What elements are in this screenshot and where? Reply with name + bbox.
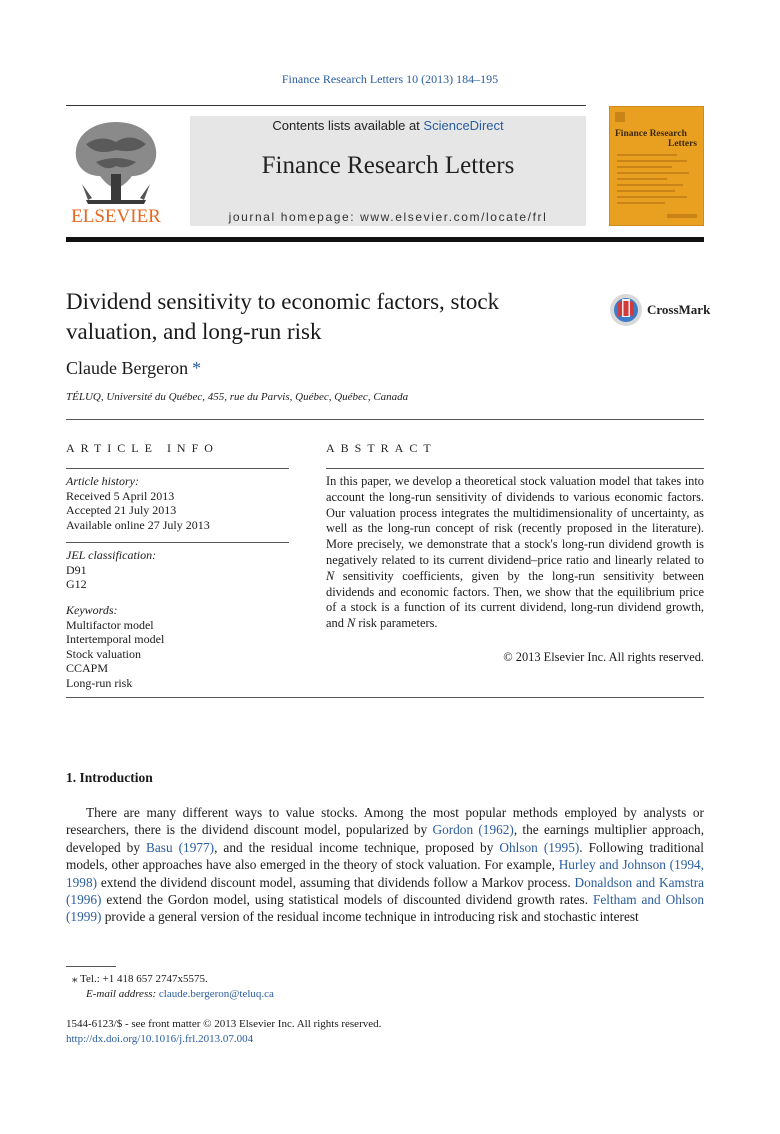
- jel-code: G12: [66, 577, 87, 591]
- abstract-text: [326, 474, 704, 632]
- citation-link[interactable]: Gordon (1962): [432, 822, 514, 838]
- cover-title-line1: Finance Research: [615, 129, 687, 139]
- footnote-email: [86, 988, 274, 1000]
- crossmark-label: CrossMark: [647, 302, 711, 317]
- header-thick-rule: [66, 237, 704, 242]
- article-history: [66, 474, 210, 532]
- jel-classification: [66, 548, 156, 592]
- article-info-heading: ARTICLE INFO: [66, 441, 219, 455]
- journal-title: Finance Research Letters: [261, 152, 515, 179]
- doi-link[interactable]: http://dx.doi.org/10.1016/j.frl.2013.07.004: [66, 1033, 254, 1045]
- abstract-rule: [326, 468, 704, 469]
- footnote-rule: [66, 966, 116, 967]
- jel-code: D91: [66, 562, 87, 577]
- jel-head: JEL classification:: [66, 548, 157, 562]
- history-accepted: Accepted 21 July 2013: [66, 503, 177, 517]
- citation-link[interactable]: Ohlson (1995): [499, 839, 580, 855]
- elsevier-logo[interactable]: [66, 114, 166, 226]
- abstract-part: risk parameters.: [358, 616, 438, 631]
- keyword-item: CCAPM: [66, 661, 109, 675]
- body-text: extend the dividend discount model, assuming that dividends follow a Markov process.: [100, 874, 571, 890]
- abstract-part: sensitivity coefficients, given by the long-run sensitivity between dividends and economic factors. Then, we show that the equilibrium price of a stock is a function of its current dividend, long-run dividend growth, and: [326, 568, 704, 631]
- author-name: Claude Bergeron: [66, 358, 189, 378]
- body-text: There are many different ways to value stocks. Among the most popular methods employed by analysts or researchers, there is the dividend discount model, popularized by: [66, 805, 704, 838]
- email-link[interactable]: claude.bergeron@teluq.ca: [158, 988, 274, 1000]
- title-divider: [66, 419, 704, 420]
- section-heading-introduction: 1. Introduction: [66, 770, 153, 785]
- article-info-rule: [66, 468, 289, 469]
- footnote-telephone: ⁎ Tel.: +1 418 657 2747x5575.: [72, 973, 208, 985]
- author-footnote-link[interactable]: *: [192, 358, 202, 378]
- article-history-head: Article history:: [66, 474, 139, 488]
- crossmark-icon: [609, 293, 643, 327]
- keywords-head: Keywords:: [66, 603, 118, 617]
- contents-line: [190, 118, 586, 133]
- keyword-item: Long-run risk: [66, 675, 133, 690]
- author-block: [66, 358, 201, 379]
- author-affiliation: TÉLUQ, Université du Québec, 455, rue du Parvis, Québec, Québec, Canada: [66, 391, 409, 403]
- body-text: extend the Gordon model, using statistical models of discounted dividend growth rates.: [106, 892, 589, 908]
- citation-link[interactable]: Hurley and Johnson (1994, 1998): [66, 857, 704, 890]
- contents-prefix: Contents lists available at: [272, 118, 420, 133]
- body-text: provide a general version of the residual income technique in introducing risk and stochastic interest: [104, 909, 639, 925]
- history-received: Received 5 April 2013: [66, 488, 175, 503]
- keywords: [66, 603, 164, 690]
- journal-cover-image: [609, 106, 704, 226]
- elsevier-wordmark: ELSEVIER: [71, 206, 161, 226]
- crossmark-button[interactable]: [609, 292, 710, 328]
- journal-reference-link[interactable]: Finance Research Letters 10 (2013) 184–195: [281, 72, 499, 86]
- journal-homepage-link[interactable]: journal homepage: www.elsevier.com/locate/frl: [228, 210, 548, 224]
- elsevier-tree-icon: [66, 114, 166, 226]
- abstract-part: In this paper, we develop a theoretical stock valuation model that takes into account the long-run sensitivity of dividends to various economic factors. Our valuation process integrates the multidimensionality of uncertainty, as well as the long-run concept of risk (recently proposed in the literature). More precisely, we demonstrate that a stock's long-run dividend growth is negatively related to its current dividend–price ratio and linearly related to: [326, 474, 704, 567]
- keyword-item: Multifactor model: [66, 617, 154, 632]
- citation-link[interactable]: Feltham and Ohlson (1999): [66, 892, 705, 925]
- abstract-bottom-rule: [66, 697, 704, 698]
- citation-link[interactable]: Basu (1977): [146, 839, 215, 855]
- body-text: , the earnings multiplier approach, developed by: [66, 822, 705, 855]
- body-text: , and the residual income technique, proposed by: [214, 839, 494, 855]
- header-top-rule: [66, 105, 586, 106]
- journal-cover-thumbnail[interactable]: [609, 106, 704, 226]
- abstract-symbol: N: [347, 616, 356, 631]
- keyword-item: Intertemporal model: [66, 632, 165, 646]
- history-online: Available online 27 July 2013: [66, 517, 210, 532]
- keyword-item: Stock valuation: [66, 646, 141, 661]
- abstract-symbol: N: [326, 568, 335, 583]
- article-title: Dividend sensitivity to economic factors, stock valuation, and long-run risk: [66, 289, 500, 344]
- history-rule: [66, 542, 289, 543]
- introduction-paragraph: [66, 804, 704, 926]
- sciencedirect-link[interactable]: ScienceDirect: [423, 118, 504, 133]
- abstract-heading: ABSTRACT: [326, 441, 437, 455]
- abstract-copyright: © 2013 Elsevier Inc. All rights reserved.: [503, 650, 704, 664]
- cover-title-line2: Letters: [667, 139, 697, 149]
- front-matter-note: 1544-6123/$ - see front matter © 2013 Elsevier Inc. All rights reserved.: [66, 1018, 382, 1030]
- email-label: E-mail address:: [86, 988, 157, 1000]
- citation-link[interactable]: Donaldson and Kamstra (1996): [66, 874, 705, 908]
- body-text: . Following traditional models, other approaches have also emerged in the theory of stock valuation. For example,: [66, 839, 704, 873]
